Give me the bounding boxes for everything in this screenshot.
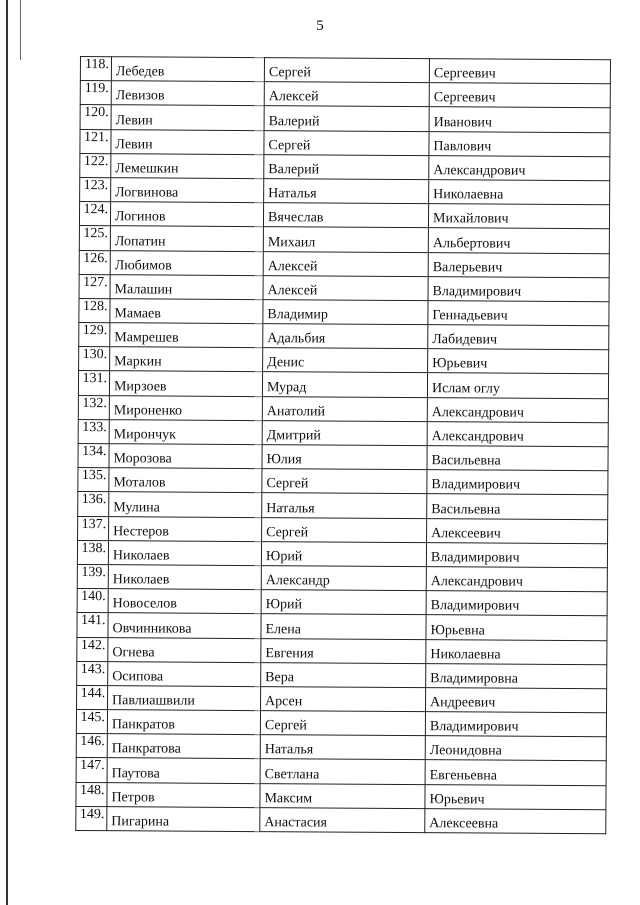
first-name-cell: Адальбия: [263, 324, 428, 349]
patronymic-cell: Валерьевич: [428, 252, 609, 277]
row-number: 124.: [79, 202, 110, 226]
first-name-cell: Сергей: [264, 58, 429, 83]
row-number: 148.: [76, 782, 107, 806]
first-name-cell: Алексей: [263, 275, 428, 300]
table-row: [79, 274, 609, 301]
last-name-cell: Лемешкин: [111, 153, 264, 178]
row-number: 143.: [77, 661, 108, 685]
first-name-cell: Сергей: [264, 130, 429, 155]
last-name-cell: Панкратова: [107, 734, 260, 759]
patronymic-cell: Алексеевич: [427, 518, 608, 543]
first-name-cell: Анастасия: [260, 807, 425, 832]
patronymic-cell: Владимировна: [426, 663, 607, 688]
last-name-cell: Новоселов: [108, 589, 261, 614]
patronymic-cell: Александрович: [426, 567, 607, 592]
table-row: [76, 710, 606, 737]
row-number: 135.: [78, 468, 109, 492]
patronymic-cell: Евгеньевна: [425, 760, 606, 785]
row-number: 147.: [76, 758, 107, 782]
table-row: [77, 661, 607, 688]
table-row: [78, 419, 608, 446]
patronymic-cell: Альбертович: [428, 228, 609, 253]
patronymic-cell: Александрович: [427, 397, 608, 422]
row-number: 129.: [79, 323, 110, 347]
last-name-cell: Павлиашвили: [108, 686, 261, 711]
row-number: 123.: [80, 177, 111, 201]
last-name-cell: Овчинникова: [108, 613, 261, 638]
last-name-cell: Лопатин: [110, 226, 263, 251]
patronymic-cell: Леонидовна: [425, 736, 606, 761]
roster-body: [76, 57, 611, 834]
last-name-cell: Мироненко: [109, 395, 262, 420]
last-name-cell: Любимов: [110, 250, 263, 275]
patronymic-cell: Лабидевич: [428, 325, 609, 350]
last-name-cell: Лебедев: [111, 57, 264, 82]
row-number: 136.: [78, 492, 109, 516]
last-name-cell: Левин: [111, 129, 264, 154]
last-name-cell: Николаев: [108, 565, 261, 590]
first-name-cell: Мурад: [262, 372, 427, 397]
table-row: [76, 734, 606, 761]
first-name-cell: Арсен: [261, 686, 426, 711]
last-name-cell: Мулина: [109, 492, 262, 517]
patronymic-cell: Васильевна: [427, 446, 608, 471]
row-number: 144.: [77, 685, 108, 709]
row-number: 127.: [79, 274, 110, 298]
first-name-cell: Дмитрий: [262, 420, 427, 445]
table-row: [77, 613, 607, 640]
first-name-cell: Евгения: [261, 638, 426, 663]
first-name-cell: Михаил: [263, 227, 428, 252]
table-row: [77, 540, 607, 567]
patronymic-cell: Геннадьевич: [428, 301, 609, 326]
table-row: [79, 250, 609, 277]
row-number: 133.: [78, 419, 109, 443]
table-row: [80, 129, 610, 156]
first-name-cell: Алексей: [264, 82, 429, 107]
table-row: [77, 685, 607, 712]
last-name-cell: Петров: [107, 782, 260, 807]
page-number: 5: [316, 18, 324, 34]
patronymic-cell: Юрьевна: [426, 615, 607, 640]
patronymic-cell: Павлович: [429, 131, 610, 156]
patronymic-cell: Владимирович: [428, 276, 609, 301]
first-name-cell: Светлана: [260, 759, 425, 784]
table-row: [76, 758, 606, 785]
row-number: 141.: [77, 613, 108, 637]
first-name-cell: Юрий: [261, 541, 426, 566]
row-number: 130.: [79, 347, 110, 371]
last-name-cell: Паутова: [107, 758, 260, 783]
row-number: 120.: [80, 105, 111, 129]
last-name-cell: Левин: [111, 105, 264, 130]
last-name-cell: Николаев: [108, 540, 261, 565]
first-name-cell: Сергей: [260, 711, 425, 736]
patronymic-cell: Михайлович: [428, 204, 609, 229]
table-row: [77, 589, 607, 616]
table-row: [79, 347, 609, 374]
last-name-cell: Малашин: [110, 274, 263, 299]
patronymic-cell: Сергеевич: [429, 59, 610, 84]
row-number: 118.: [80, 57, 111, 81]
first-name-cell: Александр: [261, 566, 426, 591]
first-name-cell: Сергей: [262, 469, 427, 494]
row-number: 145.: [76, 710, 107, 734]
last-name-cell: Логинов: [110, 202, 263, 227]
table-row: [78, 443, 608, 470]
patronymic-cell: Владимирович: [426, 591, 607, 616]
row-number: 125.: [79, 226, 110, 250]
last-name-cell: Огнева: [108, 637, 261, 662]
last-name-cell: Мамаев: [110, 299, 263, 324]
row-number: 142.: [77, 637, 108, 661]
first-name-cell: Владимир: [263, 299, 428, 324]
patronymic-cell: Николаевна: [426, 639, 607, 664]
patronymic-cell: Андреевич: [426, 687, 607, 712]
scan-edge-line: [6, 0, 8, 905]
first-name-cell: Максим: [260, 783, 425, 808]
patronymic-cell: Александрович: [429, 155, 610, 180]
table-row: [79, 323, 609, 350]
patronymic-cell: Владимирович: [425, 712, 606, 737]
patronymic-cell: Владимирович: [426, 542, 607, 567]
table-row: [80, 81, 610, 108]
last-name-cell: Морозова: [109, 444, 262, 469]
first-name-cell: Валерий: [264, 106, 429, 131]
table-row: [78, 516, 608, 543]
first-name-cell: Наталья: [260, 735, 425, 760]
patronymic-cell: Васильевна: [427, 494, 608, 519]
row-number: 128.: [79, 298, 110, 322]
table-row: [79, 226, 609, 253]
table-row: [80, 153, 610, 180]
row-number: 119.: [80, 81, 111, 105]
last-name-cell: Панкратов: [107, 710, 260, 735]
table-row: [77, 564, 607, 591]
first-name-cell: Вера: [261, 662, 426, 687]
first-name-cell: Вячеслав: [263, 203, 428, 228]
table-row: [76, 782, 606, 809]
first-name-cell: Наталья: [264, 179, 429, 204]
roster-table: [75, 56, 611, 834]
table-row: [80, 105, 610, 132]
first-name-cell: Валерий: [264, 154, 429, 179]
last-name-cell: Пигарина: [107, 806, 260, 831]
patronymic-cell: Сергеевич: [429, 83, 610, 108]
patronymic-cell: Иванович: [429, 107, 610, 132]
table-row: [78, 371, 608, 398]
row-number: 137.: [78, 516, 109, 540]
last-name-cell: Логвинова: [111, 178, 264, 203]
last-name-cell: Моталов: [109, 468, 262, 493]
last-name-cell: Мамрешев: [110, 323, 263, 348]
patronymic-cell: Алексеевна: [425, 808, 606, 833]
patronymic-cell: Юрьевич: [425, 784, 606, 809]
first-name-cell: Алексей: [263, 251, 428, 276]
first-name-cell: Елена: [261, 614, 426, 639]
table-row: [79, 202, 609, 229]
table-row: [78, 492, 608, 519]
first-name-cell: Наталья: [262, 493, 427, 518]
first-name-cell: Юрий: [261, 590, 426, 615]
first-name-cell: Сергей: [262, 517, 427, 542]
first-name-cell: Анатолий: [262, 396, 427, 421]
table-row: [80, 177, 610, 204]
table-row: [77, 637, 607, 664]
row-number: 122.: [80, 153, 111, 177]
patronymic-cell: Александрович: [427, 421, 608, 446]
row-number: 139.: [77, 564, 108, 588]
patronymic-cell: Ислам оглу: [427, 373, 608, 398]
table-row: [76, 806, 606, 833]
row-number: 131.: [78, 371, 109, 395]
row-number: 146.: [76, 734, 107, 758]
table-row: [78, 468, 608, 495]
patronymic-cell: Юрьевич: [428, 349, 609, 374]
last-name-cell: Мирзоев: [109, 371, 262, 396]
last-name-cell: Маркин: [110, 347, 263, 372]
row-number: 134.: [78, 443, 109, 467]
patronymic-cell: Владимирович: [427, 470, 608, 495]
table-row: [79, 298, 609, 325]
row-number: 121.: [80, 129, 111, 153]
last-name-cell: Левизов: [111, 81, 264, 106]
last-name-cell: Мирончук: [109, 419, 262, 444]
table-row: [80, 57, 610, 84]
first-name-cell: Денис: [263, 348, 428, 373]
patronymic-cell: Николаевна: [429, 180, 610, 205]
row-number: 149.: [76, 806, 107, 830]
table-row: [78, 395, 608, 422]
row-number: 126.: [79, 250, 110, 274]
row-number: 138.: [77, 540, 108, 564]
last-name-cell: Осипова: [108, 661, 261, 686]
first-name-cell: Юлия: [262, 445, 427, 470]
row-number: 140.: [77, 589, 108, 613]
row-number: 132.: [78, 395, 109, 419]
last-name-cell: Нестеров: [109, 516, 262, 541]
